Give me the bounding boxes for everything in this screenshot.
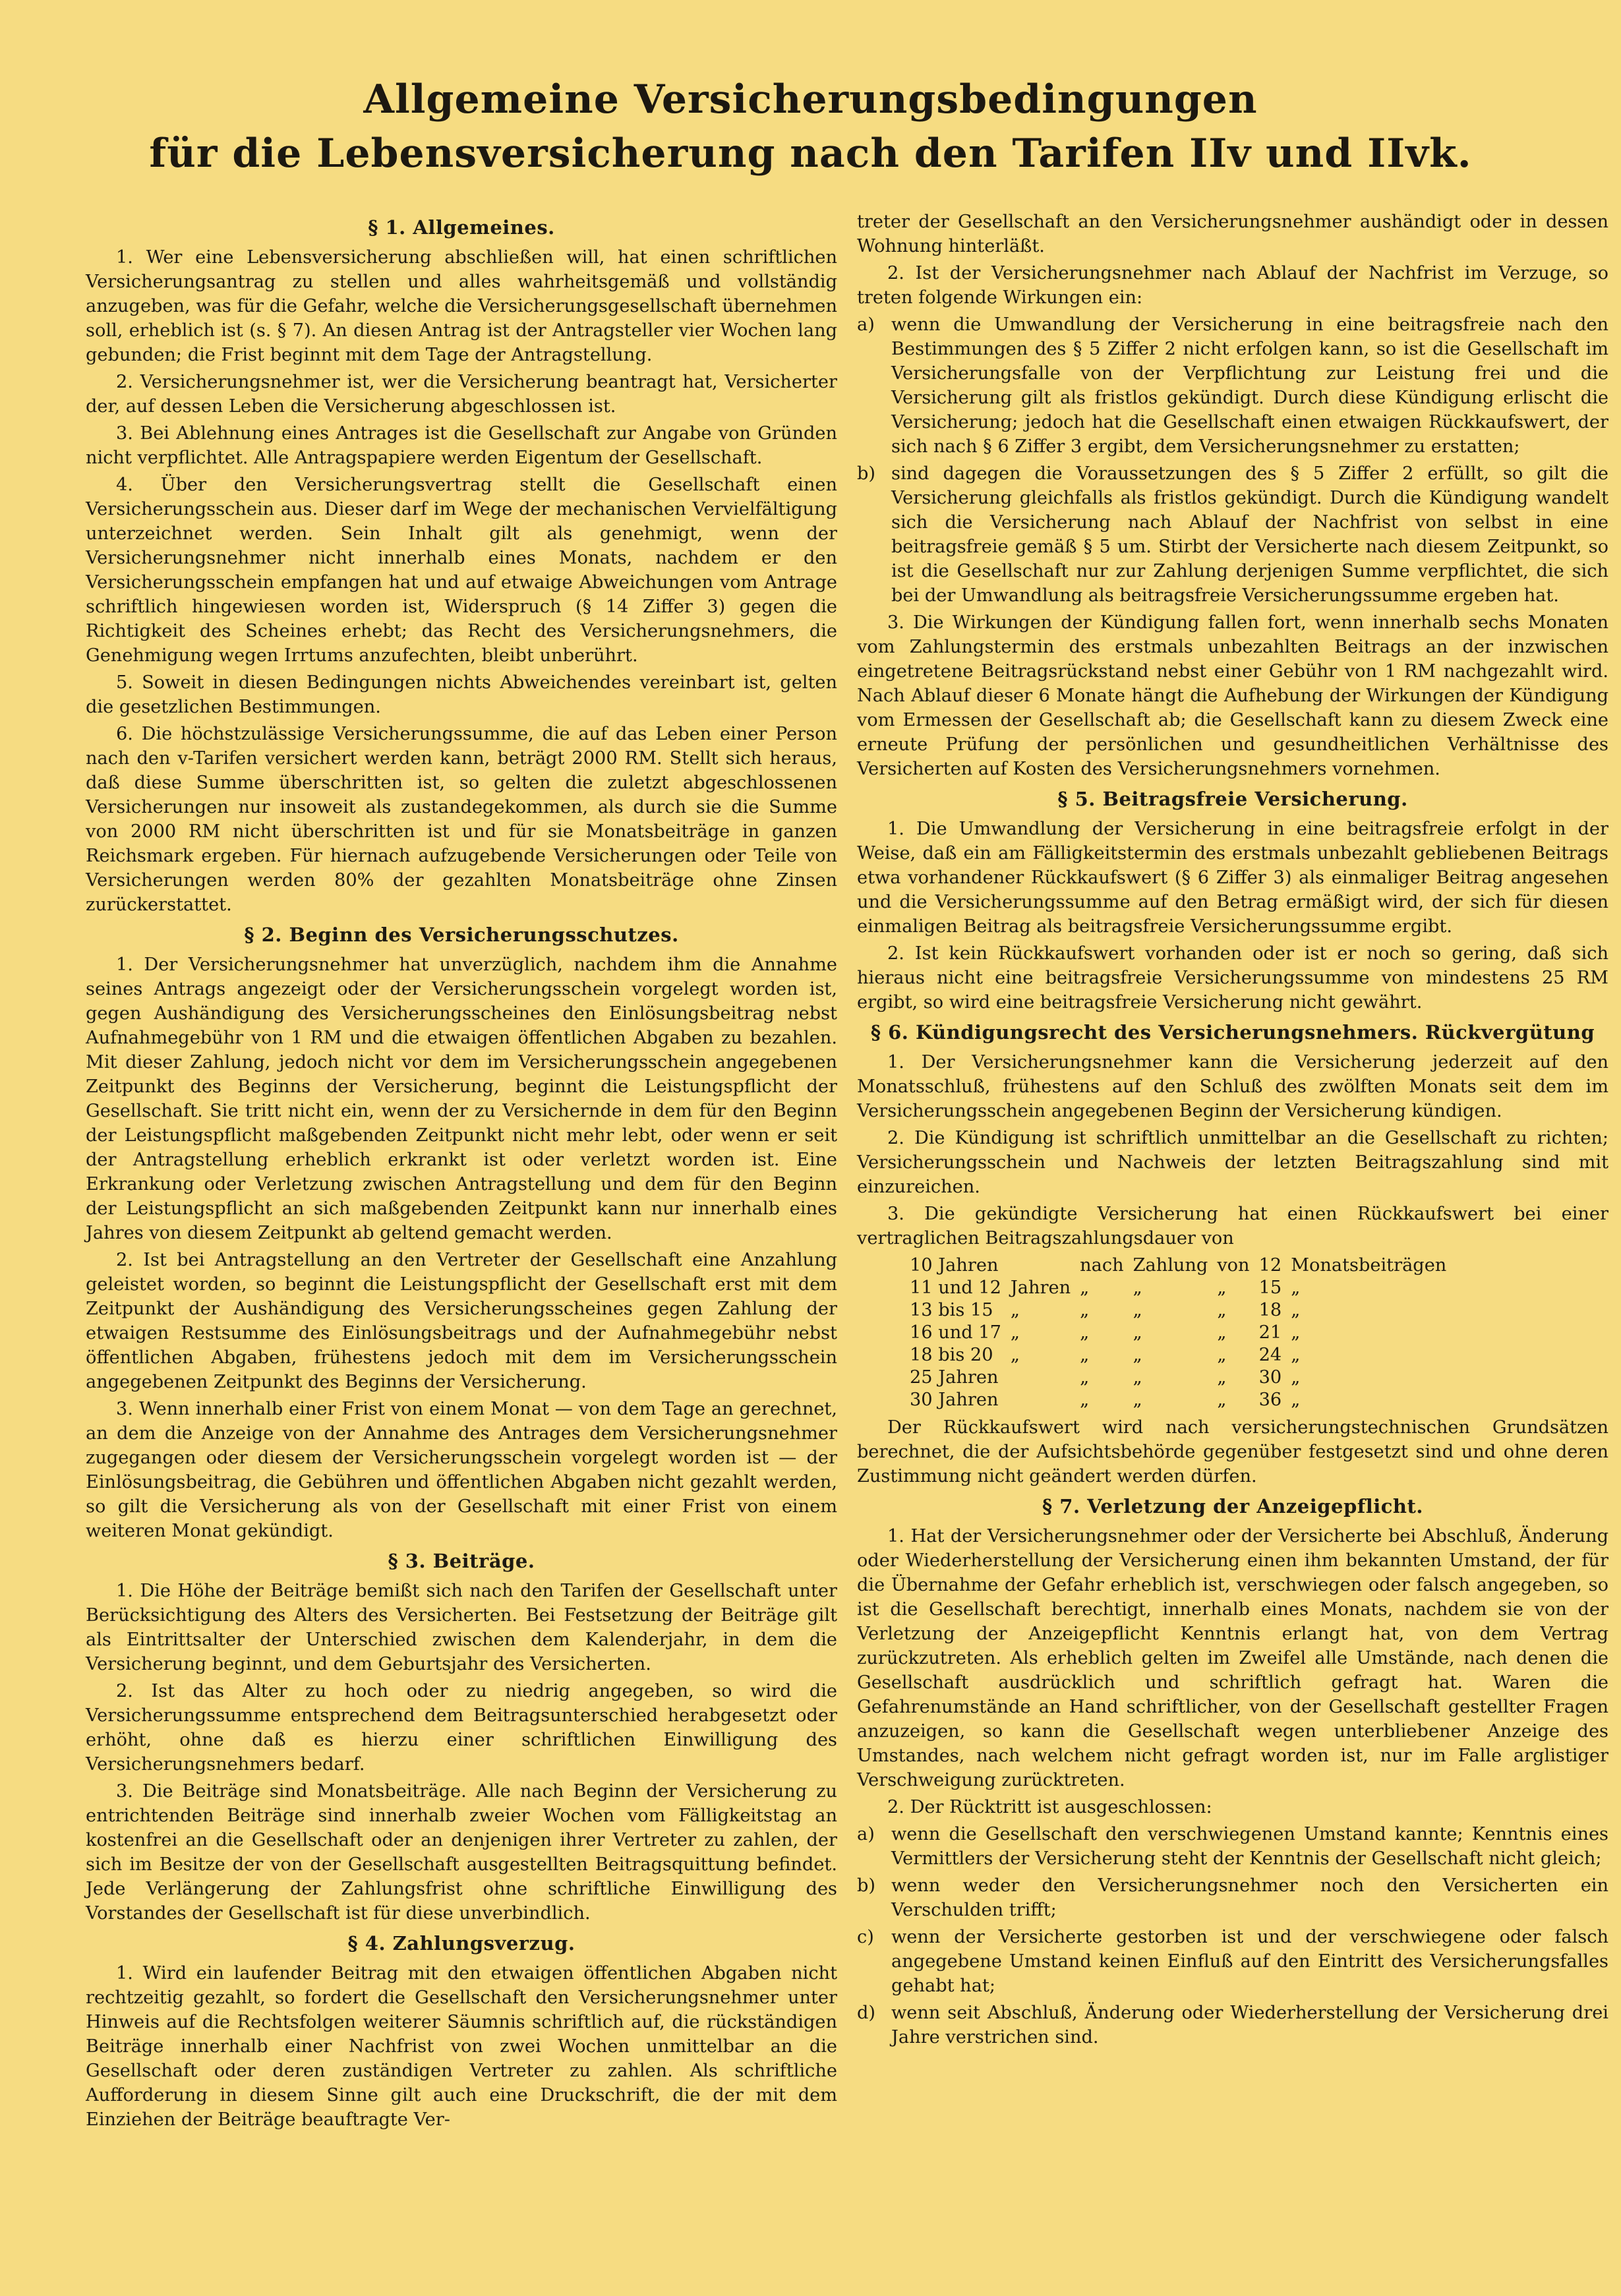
item-text: wenn die Gesellschaft den verschwiegenen Umstand kannte; Kenntnis eines Vermittlers der Versicherung steht der Kenntnis der Gesellschaft nicht gleich; bbox=[891, 1824, 1608, 1869]
table-cell: Monatsbeiträgen bbox=[1291, 1255, 1447, 1276]
item-label: a) bbox=[857, 1824, 875, 1844]
table-cell: 30 bbox=[1258, 1367, 1282, 1388]
section-7-item-a bbox=[857, 1822, 1608, 1871]
table-cell: „ bbox=[1291, 1390, 1301, 1410]
table-cell: 11 und 12 bbox=[910, 1278, 1001, 1298]
section-1-heading: § 1. Allgemeines. bbox=[368, 216, 555, 239]
item-text: wenn die Umwandlung der Versicherung in eine beitragsfreie nach den Bestimmungen des § 5 Ziffer 2 nicht erfolgen kann, so ist die Gesellschaft im Versicherungsfalle von der Verpflichtung zur Leistung frei und die Versicherung gilt als fristlos gekündigt. Durch diese Kündigung erlischt die Versicherung; jedoch hat die Gesellschaft einen etwaigen Rückkaufswert, der sich nach § 6 Ziffer 3 ergibt, dem Versicherungsnehmer zu erstatten; bbox=[891, 314, 1608, 457]
section-1-para-6: 6. Die höchstzulässige Versicherungssumme, die auf das Leben einer Person nach den v-Tarifen versichert werden kann, beträgt 2000 RM. Stellt sich heraus, daß diese Summe überschritten ist, so gelten die zuletzt abgeschlossenen Versicherungen nur insoweit als zustandegekommen, als durch sie die Summe von 2000 RM nicht überschritten ist und für sie Monatsbeiträge in ganzen Reichsmark ergeben. Für hiernach aufzugebende Versicherungen oder Teile von Versicherungen werden 80% der gezahlten Monatsbeiträge ohne Zinsen zurückerstattet. bbox=[86, 724, 837, 915]
section-6-after-table: Der Rückkaufswert wird nach versicherungstechnischen Grundsätzen berechnet, die der Aufsichtsbehörde gegenüber festgesetzt sind und ohne deren Zustimmung nicht geändert werden dürfen. bbox=[857, 1417, 1608, 1487]
section-7-heading: § 7. Verletzung der Anzeigepflicht. bbox=[1042, 1495, 1423, 1517]
section-2-heading: § 2. Beginn des Versicherungsschutzes. bbox=[244, 924, 679, 946]
table-cell: „ bbox=[1217, 1300, 1227, 1320]
table-row bbox=[910, 1344, 1456, 1367]
table-cell: 18 bis 20 bbox=[910, 1345, 993, 1365]
table-cell: „ bbox=[1291, 1345, 1301, 1365]
section-1-para-2: 2. Versicherungsnehmer ist, wer die Versicherung beantragt hat, Versicherter der, auf dessen Leben die Versicherung abgeschlossen ist. bbox=[86, 372, 837, 417]
title-line-2: für die Lebensversicherung nach den Tarifen IIv und IIvk. bbox=[149, 131, 1472, 177]
table-row bbox=[910, 1367, 1456, 1389]
table-cell: „ bbox=[1010, 1300, 1020, 1320]
section-5-heading: § 5. Beitragsfreie Versicherung. bbox=[1057, 788, 1408, 810]
table-cell: „ bbox=[1080, 1367, 1090, 1388]
table-cell: „ bbox=[1217, 1278, 1227, 1298]
table-cell: „ bbox=[1010, 1345, 1020, 1365]
item-label: a) bbox=[857, 314, 875, 335]
right-column bbox=[857, 210, 1608, 2052]
table-cell: 10 Jahren bbox=[910, 1255, 999, 1276]
item-label: d) bbox=[857, 2003, 876, 2023]
item-label: b) bbox=[857, 463, 876, 484]
section-4-continuation: treter der Gesellschaft an den Versicherungsnehmer aushändigt oder in dessen Wohnung hinterläßt. bbox=[857, 212, 1608, 256]
table-cell bbox=[1011, 1254, 1080, 1277]
item-text: wenn weder den Versicherungsnehmer noch den Versicherten ein Verschulden trifft; bbox=[891, 1875, 1608, 1920]
section-5-para-2: 2. Ist kein Rückkaufswert vorhanden oder ist er noch so gering, daß sich hieraus nicht eine beitragsfreie Versicherungssumme von mindestens 25 RM ergibt, so wird eine beitragsfreie Versicherung nicht gewährt. bbox=[857, 943, 1608, 1013]
table-cell: „ bbox=[1291, 1300, 1301, 1320]
table-cell: 21 bbox=[1258, 1322, 1282, 1343]
table-row bbox=[910, 1277, 1456, 1299]
table-cell bbox=[1011, 1367, 1080, 1389]
item-label: b) bbox=[857, 1875, 876, 1896]
table-row bbox=[910, 1389, 1456, 1411]
item-text: sind dagegen die Voraussetzungen des § 5 Ziffer 2 erfüllt, so gilt die Versicherung gleichfalls als fristlos gekündigt. Durch die Kündigung wandelt sich die Versicherung nach Ablauf der Nachfrist von selbst in eine beitragsfreie gemäß § 5 um. Stirbt der Versicherte nach diesem Zeitpunkt, so ist die Gesellschaft nur zur Zahlung derjenigen Summe verpflichtet, die sich bei der Umwandlung als beitragsfreie Versicherungssumme ergeben hat. bbox=[891, 463, 1608, 606]
section-6-heading: § 6. Kündigungsrecht des Versicherungsnehmers. Rückvergütung bbox=[870, 1021, 1595, 1044]
table-cell: „ bbox=[1217, 1345, 1227, 1365]
section-1-para-1: 1. Wer eine Lebensversicherung abschließen will, hat einen schriftlichen Versicherungsantrag zu stellen und alles wahrheitsgemäß und vollständig anzugeben, was für die Gefahr, welche die Versicherungsgesellschaft übernehmen soll, erheblich ist (s. § 7). An diesen Antrag ist der Antragsteller vier Wochen lang gebunden; die Frist beginnt mit dem Tage der Antragstellung. bbox=[86, 247, 837, 365]
table-cell: „ bbox=[1133, 1300, 1142, 1320]
table-cell: 16 und 17 bbox=[910, 1322, 1001, 1343]
table-cell: „ bbox=[1080, 1390, 1090, 1410]
table-cell: „ bbox=[1010, 1322, 1020, 1343]
item-text: wenn der Versicherte gestorben ist und der verschwiegene oder falsch angegebene Umstand keinen Einfluß auf den Eintritt des Versicherungsfalles gehabt hat; bbox=[891, 1927, 1608, 1996]
table-cell: „ bbox=[1291, 1278, 1301, 1298]
table-cell: „ bbox=[1133, 1322, 1142, 1343]
surrender-value-table bbox=[910, 1254, 1456, 1411]
section-4-para-3: 3. Die Wirkungen der Kündigung fallen fort, wenn innerhalb sechs Monaten vom Zahlungstermin des erstmals unbezahlten Beitrags an der inzwischen eingetretene Beitragsrückstand nebst einer Gebühr von 1 RM nachgezahlt wird. Nach Ablauf dieser 6 Monate hängt die Aufhebung der Wirkungen der Kündigung vom Ermessen der Gesellschaft ab; die Gesellschaft kann zu diesem Zweck eine erneute Prüfung der persönlichen und gesundheitlichen Verhältnisse des Versicherten auf Kosten des Versicherungsnehmers vornehmen. bbox=[857, 612, 1608, 779]
section-7-item-d bbox=[857, 2001, 1608, 2049]
table-cell: 25 Jahren bbox=[910, 1367, 999, 1388]
table-cell: 15 bbox=[1258, 1278, 1282, 1298]
table-row bbox=[910, 1254, 1456, 1277]
section-4-para-2: 2. Ist der Versicherungsnehmer nach Ablauf der Nachfrist im Verzuge, so treten folgende Wirkungen ein: bbox=[857, 263, 1608, 308]
table-cell: „ bbox=[1291, 1322, 1301, 1343]
section-2-para-3: 3. Wenn innerhalb einer Frist von einem Monat — von dem Tage an gerechnet, an dem die Anzeige von der Annahme des Antrages dem Versicherungsnehmer zugegangen oder diesem der Versicherungsschein vorgelegt worden ist — der Einlösungsbeitrag, die Gebühren und öffentlichen Abgaben nicht gezahlt werden, so gilt die Versicherung als von der Gesellschaft mit einer Frist von einem weiteren Monat gekündigt. bbox=[86, 1399, 837, 1541]
section-3-heading: § 3. Beiträge. bbox=[388, 1550, 535, 1572]
table-cell: 24 bbox=[1258, 1345, 1282, 1365]
section-4-heading: § 4. Zahlungsverzug. bbox=[347, 1932, 575, 1955]
section-3-para-1: 1. Die Höhe der Beiträge bemißt sich nach den Tarifen der Gesellschaft unter Berücksichtigung des Alters des Versicherten. Bei Festsetzung der Beiträge gilt als Eintrittsalter der Unterschied zwischen dem Kalenderjahr, in dem die Versicherung beginnt, und dem Geburtsjahr des Versicherten. bbox=[86, 1581, 837, 1674]
table-cell bbox=[1011, 1389, 1080, 1411]
section-7-item-c bbox=[857, 1925, 1608, 1998]
table-cell: 12 bbox=[1258, 1255, 1282, 1276]
section-6-para-2: 2. Die Kündigung ist schriftlich unmittelbar an die Gesellschaft zu richten; Versicherungsschein und Nachweis der letzten Beitragszahlung sind mit einzureichen. bbox=[857, 1128, 1608, 1197]
table-cell: 30 Jahren bbox=[910, 1390, 999, 1410]
table-cell: „ bbox=[1080, 1322, 1090, 1343]
table-cell: 36 bbox=[1258, 1390, 1282, 1410]
section-4-item-b bbox=[857, 461, 1608, 608]
section-1-para-3: 3. Bei Ablehnung eines Antrages ist die Gesellschaft zur Angabe von Gründen nicht verpflichtet. Alle Antragspapiere werden Eigentum der Gesellschaft. bbox=[86, 423, 837, 468]
section-6-para-1: 1. Der Versicherungsnehmer kann die Versicherung jederzeit auf den Monatsschluß, frühestens auf den Schluß des zwölften Monats seit dem im Versicherungsschein angegebenen Beginn der Versicherung kündigen. bbox=[857, 1052, 1608, 1121]
table-cell: von bbox=[1217, 1255, 1250, 1276]
title-line-1: Allgemeine Versicherungsbedingungen bbox=[363, 76, 1258, 123]
table-cell: Zahlung bbox=[1133, 1255, 1208, 1276]
section-2-para-1: 1. Der Versicherungsnehmer hat unverzüglich, nachdem ihm die Annahme seines Antrags angezeigt oder der Versicherungsschein vorgelegt worden ist, gegen Aushändigung des Versicherungsscheines den Einlösungsbeitrag nebst Aufnahmegebühr von 1 RM und die etwaigen öffentlichen Abgaben zu bezahlen. Mit dieser Zahlung, jedoch nicht vor dem im Versicherungsschein angegebenen Zeitpunkt des Beginns der Versicherung, beginnt die Leistungspflicht der Gesellschaft. Sie tritt nicht ein, wenn der zu Versichernde in dem für den Beginn der Leistungspflicht maßgebenden Zeitpunkt nicht mehr lebt, oder wenn er seit der Antragstellung erheblich erkrankt ist oder verletzt worden ist. Eine Erkrankung oder Verletzung zwischen Antragstellung und dem für den Beginn der Leistungspflicht an sich maßgebenden Zeitpunkt kann nur innerhalb eines Jahres von diesem Zeitpunkt ab geltend gemacht werden. bbox=[86, 955, 837, 1243]
table-cell: „ bbox=[1133, 1390, 1142, 1410]
table-cell: 13 bis 15 bbox=[910, 1300, 993, 1320]
section-4-para-1: 1. Wird ein laufender Beitrag mit den etwaigen öffentlichen Abgaben nicht rechtzeitig gezahlt, so fordert die Gesellschaft den Versicherungsnehmer unter Hinweis auf die Rechtsfolgen weiterer Säumnis schriftlich auf, die rückständigen Beiträge innerhalb einer Nachfrist von zwei Wochen unmittelbar an die Gesellschaft oder deren zuständigen Vertreter zu zahlen. Als schriftliche Aufforderung in diesem Sinne gilt auch eine Druckschrift, die der mit dem Einziehen der Beiträge beauftragte Ver- bbox=[86, 1963, 837, 2130]
section-1-para-4: 4. Über den Versicherungsvertrag stellt die Gesellschaft einen Versicherungsschein aus. Dieser darf im Wege der mechanischen Vervielfältigung unterzeichnet werden. Sein Inhalt gilt als genehmigt, wenn der Versicherungsnehmer nicht innerhalb eines Monats, nachdem er den Versicherungsschein empfangen hat und auf etwaige Abweichungen vom Antrage schriftlich hingewiesen worden ist, Widerspruch (§ 14 Ziffer 3) gegen die Richtigkeit des Scheines erhebt; das Recht des Versicherungsnehmers, die Genehmigung wegen Irrtums anzufechten, bleibt unberührt. bbox=[86, 475, 837, 666]
section-3-para-3: 3. Die Beiträge sind Monatsbeiträge. Alle nach Beginn der Versicherung zu entrichtenden Beiträge sind innerhalb zweier Wochen vom Fälligkeitstag an kostenfrei an die Gesellschaft oder an denjenigen ihrer Vertreter zu zahlen, der sich im Besitze der von der Gesellschaft ausgestellten Beitragsquittung befindet. Jede Verlängerung der Zahlungsfrist ohne schriftliche Einwilligung des Vorstandes der Gesellschaft ist für diese unverbindlich. bbox=[86, 1781, 837, 1924]
table-row bbox=[910, 1322, 1456, 1344]
table-cell: „ bbox=[1217, 1390, 1227, 1410]
table-cell: „ bbox=[1291, 1367, 1301, 1388]
table-cell: Jahren bbox=[1010, 1278, 1071, 1298]
table-cell: „ bbox=[1133, 1345, 1142, 1365]
section-2-para-2: 2. Ist bei Antragstellung an den Vertreter der Gesellschaft eine Anzahlung geleistet worden, so beginnt die Leistungspflicht der Gesellschaft erst mit dem Zeitpunkt der Aushändigung des Versicherungsscheines gegen Zahlung der etwaigen Restsumme des Einlösungsbeitrags und der Aufnahmegebühr nebst öffentlichen Abgaben, frühestens jedoch mit dem im Versicherungsschein angegebenen Zeitpunkt des Beginns der Versicherung. bbox=[86, 1250, 837, 1392]
table-cell: „ bbox=[1133, 1278, 1142, 1298]
section-7-item-b bbox=[857, 1873, 1608, 1922]
table-cell: „ bbox=[1217, 1367, 1227, 1388]
section-7-para-2: 2. Der Rücktritt ist ausgeschlossen: bbox=[887, 1797, 1212, 1817]
left-column bbox=[86, 210, 837, 2134]
section-5-para-1: 1. Die Umwandlung der Versicherung in eine beitragsfreie erfolgt in der Weise, daß ein am Fälligkeitstermin des erstmals unbezahlt gebliebenen Beitrags etwa vorhandener Rückkaufswert (§ 6 Ziffer 3) als einmaliger Beitrag angesehen und die Versicherungssumme auf den Betrag ermäßigt wird, der sich für diesen einmaligen Beitrag als beitragsfreie Versicherungssumme ergibt. bbox=[857, 819, 1608, 937]
document-header bbox=[0, 73, 1621, 181]
table-cell: nach bbox=[1080, 1255, 1124, 1276]
section-4-item-a bbox=[857, 312, 1608, 459]
section-7-para-1: 1. Hat der Versicherungsnehmer oder der Versicherte bei Abschluß, Änderung oder Wiederherstellung der Versicherung einen ihm bekannten Umstand, der für die Übernahme der Gefahr erheblich ist, verschwiegen oder falsch angegeben, so ist die Gesellschaft berechtigt, innerhalb eines Monats, nachdem sie von der Verletzung der Anzeigepflicht Kenntnis erlangt hat, von dem Vertrag zurückzutreten. Als erheblich gelten im Zweifel alle Umstände, nach denen die Gesellschaft ausdrücklich und schriftlich gefragt hat. Waren die Gefahrenumstände an Hand schriftlicher, von der Gesellschaft gestellter Fragen anzuzeigen, so kann die Gesellschaft wegen unterbliebener Anzeige des Umstandes, nach welchem nicht gefragt worden ist, nur im Falle arglistiger Verschweigung zurücktreten. bbox=[857, 1526, 1608, 1790]
table-cell: „ bbox=[1217, 1322, 1227, 1343]
section-3-para-2: 2. Ist das Alter zu hoch oder zu niedrig angegeben, so wird die Versicherungssumme entsprechend dem Beitragsunterschied herabgesetzt oder erhöht, ohne daß es hierzu einer schriftlichen Einwilligung des Versicherungsnehmers bedarf. bbox=[86, 1681, 837, 1775]
table-cell: „ bbox=[1080, 1278, 1090, 1298]
table-cell: „ bbox=[1133, 1367, 1142, 1388]
table-cell: „ bbox=[1080, 1345, 1090, 1365]
section-1-para-5: 5. Soweit in diesen Bedingungen nichts Abweichendes vereinbart ist, gelten die gesetzlichen Bestimmungen. bbox=[86, 672, 837, 717]
table-cell: 18 bbox=[1258, 1300, 1282, 1320]
table-cell: „ bbox=[1080, 1300, 1090, 1320]
section-6-para-3: 3. Die gekündigte Versicherung hat einen Rückkaufswert bei einer vertraglichen Beitragszahlungsdauer von bbox=[857, 1204, 1608, 1249]
item-label: c) bbox=[857, 1927, 874, 1947]
item-text: wenn seit Abschluß, Änderung oder Wiederherstellung der Versicherung drei Jahre verstrichen sind. bbox=[891, 2003, 1608, 2047]
table-row bbox=[910, 1299, 1456, 1322]
